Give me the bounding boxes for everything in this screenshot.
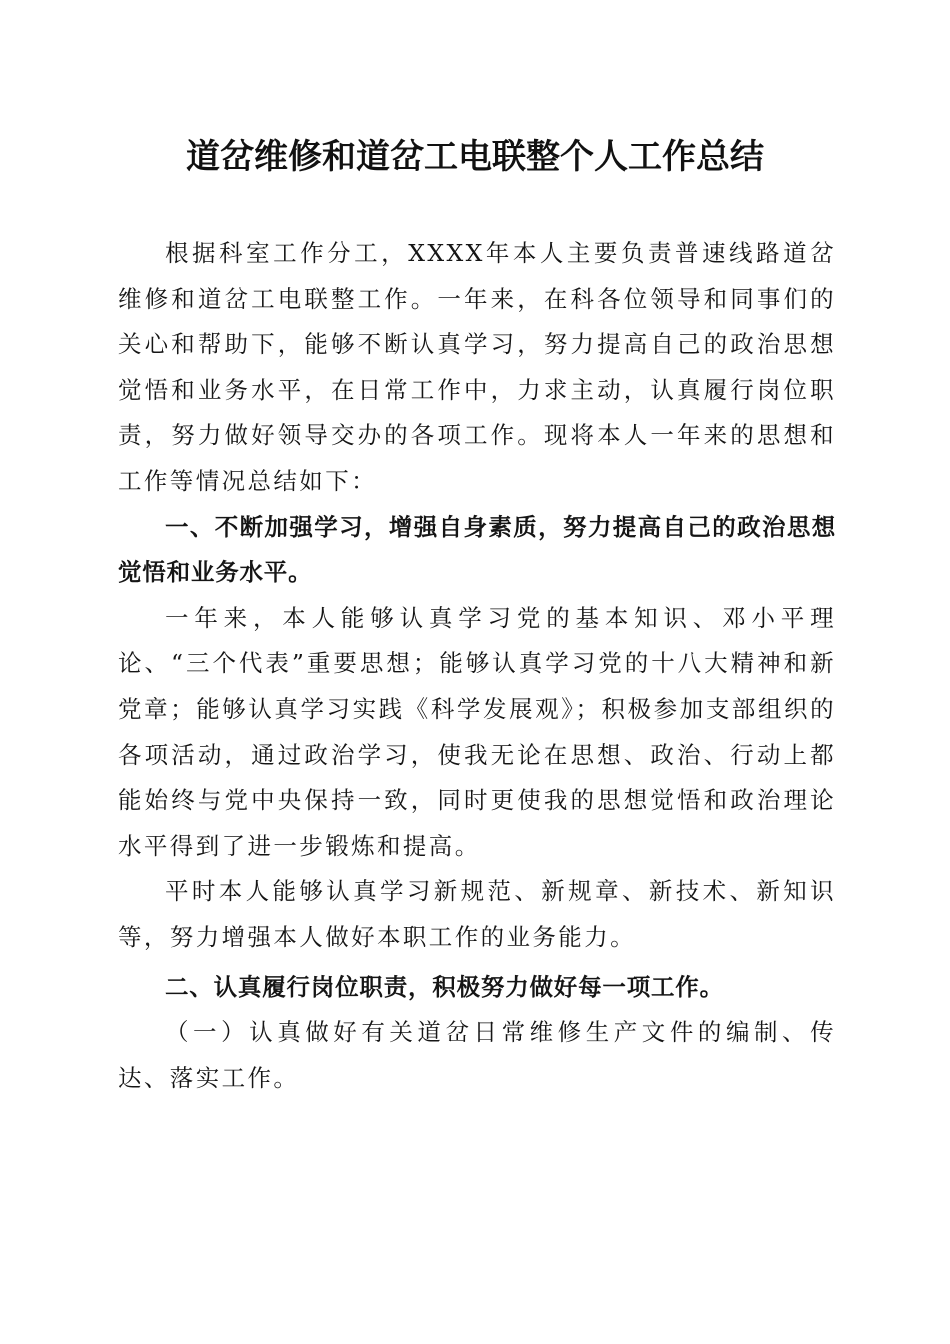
- document-title: 道岔维修和道岔工电联整个人工作总结: [186, 137, 764, 177]
- intro-paragraph: 根据科室工作分工，XXXX年本人主要负责普速线路道岔维修和道岔工电联整工作。一年来，在科各位领导和同事们的关心和帮助下，能够不断认真学习，努力提高自己的政治思想觉悟和业务水平，在日常工作中，力求主动，认真履行岗位职责，努力做好领导交办的各项工作。现将本人一年来的思想和工作等情况总结如下：: [118, 239, 836, 495]
- study-paragraph: 一年来，本人能够认真学习党的基本知识、邓小平理论、“三个代表”重要思想；能够认真学习党的十八大精神和新党章；能够认真学习实践《科学发展观》；积极参加支部组织的各项活动，通过政治学习，使我无论在思想、政治、行动上都能始终与党中央保持一致，同时更使我的思想觉悟和政治理论水平得到了进一步锻炼和提高。: [118, 603, 836, 860]
- subsection-paragraph: （一）认真做好有关道岔日常维修生产文件的编制、传达、落实工作。: [118, 1018, 836, 1092]
- section-heading-1: 一、不断加强学习，增强自身素质，努力提高自己的政治思想觉悟和业务水平。: [118, 512, 836, 587]
- section-heading-2: 二、认真履行岗位职责，积极努力做好每一项工作。: [165, 972, 724, 1001]
- document-body: [118, 231, 836, 1101]
- skills-paragraph: 平时本人能够认真学习新规范、新规章、新技术、新知识等，努力增强本人做好本职工作的业务能力。: [118, 877, 836, 951]
